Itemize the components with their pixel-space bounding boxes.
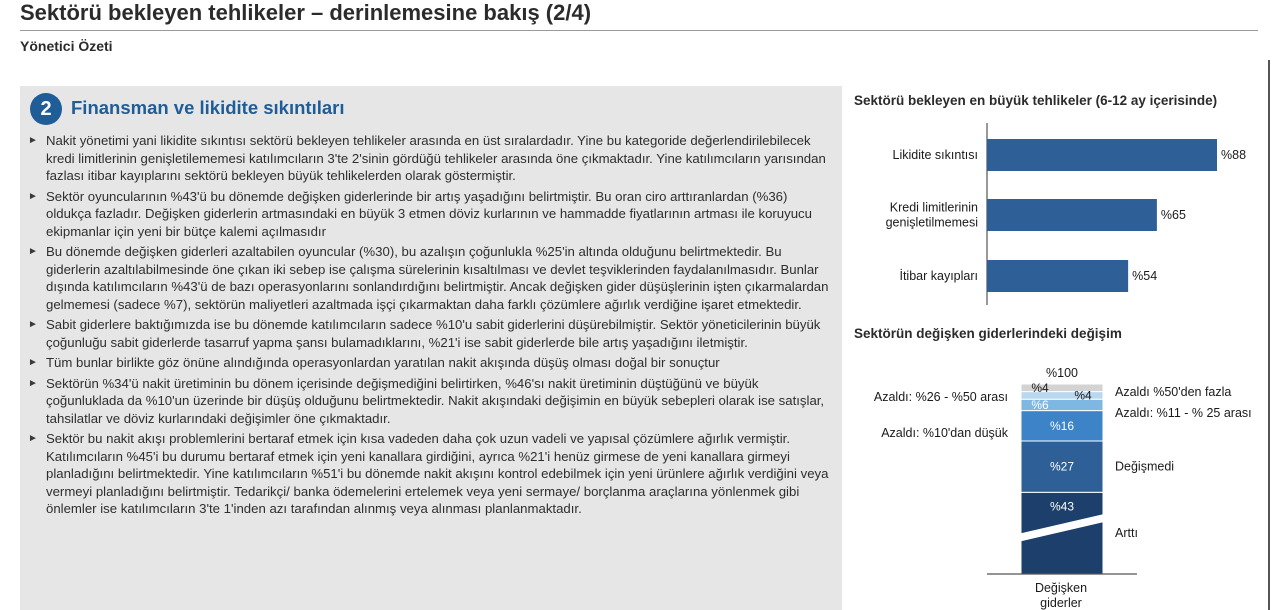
stack-segment-value-label: %4 bbox=[1031, 380, 1049, 395]
bullet-item: ► Nakit yönetimi yani likidite sıkıntısı sektörü bekleyen tehlikeler arasında en üst sıralardadır. Yine bu kategoride değerlendirilebilecek kredi limitlerinin genişletilememesi katılımcıların 3'te 2'sinin gördüğü tehlikeler arasında öne çıkmaktadır. Yine katılımcıların yarısından fazlası itibar kayıplarını sektörü bekleyen büyük tehlikelerden olarak göstermiştir. bbox=[28, 133, 826, 183]
bullet-item: ► Bu dönemde değişken giderleri azaltabilen oyuncular (%30), bu azalışın çoğunlukla %25'in altında olduğunu belirtmektedir. Bu giderlerin azaltılabilmesinde öne çıkan iki sebep ise çalışma sürelerinin kısaltılması ve devlet teşviklerinden faydalanılmasıdır. Bunlar dışında katılımcıların %43'ü de bazı operasyonlarını sonlandırdığını belirtmiştir. Ancak değişken gider düşüşlerinin işten çıkarmalardan gelmemesi (sadece %7), sektörün maliyetleri azaltmada işçi çıkarmaktan daha farklı çözümlere ağırlık verdiğine işaret etmektedir. bbox=[28, 244, 829, 312]
stack-series-label: Azaldı: %11 - % 25 arası bbox=[1115, 406, 1252, 420]
triangle-bullet-icon: ► bbox=[28, 433, 38, 444]
threat-category-label: İtibar kayıpları bbox=[899, 269, 978, 283]
panel-heading: Finansman ve likidite sıkıntıları bbox=[71, 97, 345, 118]
stack-segment-value-label: %16 bbox=[1049, 418, 1075, 433]
stack-category-label: giderler bbox=[1040, 596, 1082, 610]
threat-value-label: %65 bbox=[1160, 208, 1186, 222]
section-number-badge: 2 bbox=[30, 93, 62, 125]
stack-series-label: Arttı bbox=[1115, 526, 1138, 541]
threats-chart-title: Sektörü bekleyen en büyük tehlikeler (6-12 ay içerisinde) bbox=[854, 93, 1218, 108]
threat-bar bbox=[987, 260, 1128, 292]
stack-segment-value-label: %43 bbox=[1049, 499, 1075, 514]
threat-category-label: Kredi limitlerinin bbox=[889, 200, 978, 215]
stack-segment-value-label: %6 bbox=[1031, 397, 1049, 412]
bullet-item: ► Sektör oyuncularının %43'ü bu dönemde değişken giderlerinde bir artış yaşadığını belirtmiştir. Bu oran ciro arttıranlardan (%36) oldukça fazladır. Değişken giderlerin artmasındaki en büyük 3 etmen döviz kurlarının ve hammadde fiyatlarının artması ile koruyucu ekipmanlar için yeni bir bütçe kalemi açılmasıdır bbox=[28, 188, 812, 239]
stack-category-label: Değişken bbox=[1034, 581, 1088, 595]
threat-value-label: %88 bbox=[1221, 148, 1247, 162]
bullet-item: ► Sektör bu nakit akışı problemlerini bertaraf etmek için kısa vadeden daha çok uzun vadeli ve yapısal çözümlere ağırlık vermiştir. Katılımcıların %45'i bu durumu bertaraf etmek için yeni kanallara girdiğini, ayrıca %21'i henüz girmese de yeni kanallara girmeyi planladığını belirtmektedir. Yine katılımcıların %51'i bu dönemde nakit akışını kontrol edebilmek için yeni ürünlere ağırlık verdiğini veya vermeyi planladığını belirtmiştir. Tedarikçi/ banka ödemelerini ertelemek veya yeni sermaye/ borçlanma araçlarına yönlenmek gibi önlemler ise katılımcıların 3'te 1'inden azı tarafından alınmış veya alınması planlanmaktadır. bbox=[28, 431, 829, 516]
threat-bar bbox=[987, 199, 1157, 231]
threat-bar bbox=[987, 139, 1217, 171]
triangle-bullet-icon: ► bbox=[28, 377, 38, 389]
triangle-bullet-icon: ► bbox=[28, 246, 38, 257]
stack-total-label: %100 bbox=[1046, 366, 1078, 380]
threat-category-label: genişletilmemesi bbox=[885, 215, 978, 230]
stack-series-label: Azaldı: %26 - %50 arası bbox=[873, 390, 1008, 404]
bullet-item: ► Sabit giderlere baktığımızda ise bu dönemde katılımcıların sadece %10'u sabit giderlerini düşürebilmiştir. Sektör yöneticilerinin büyük çoğunluğu sabit giderlerde tasarruf yapma şansı bulamadıklarını, %21'i ise sabit giderlerde bile artış yaşadığını iletmiştir. bbox=[28, 317, 821, 350]
page-title: Sektörü bekleyen tehlikeler – derinlemesine bakış (2/4) bbox=[20, 0, 592, 25]
variable-costs-chart-title: Sektörün değişken giderlerindeki değişim bbox=[854, 326, 1122, 341]
stack-segment-value-label: %27 bbox=[1049, 459, 1075, 474]
triangle-bullet-icon: ► bbox=[28, 357, 38, 368]
stack-series-label: Değişmedi bbox=[1115, 459, 1175, 474]
triangle-bullet-icon: ► bbox=[28, 190, 38, 202]
bullet-item: ► Sektörün %34'ü nakit üretiminin bu dönem içerisinde değişmediğini belirtirken, %46'sı nakit üretiminin düştüğünü ve büyük çoğunluklada da %10'un üzerinde bir düşüş olduğunu belirtmektedir. Nakit akışındaki değişimin en büyük sebepleri olarak ise satışlar, tahsilatlar ve döviz kurlarındaki değişimler öne çıkmaktadır. bbox=[28, 375, 825, 426]
page-subtitle: Yönetici Özeti bbox=[20, 38, 113, 54]
triangle-bullet-icon: ► bbox=[28, 135, 38, 146]
bullet-item: ► Tüm bunlar birlikte göz önüne alındığında operasyonlardan yaratılan nakit akışında düşüş olması doğal bir sonuçtur bbox=[28, 355, 720, 370]
threat-value-label: %54 bbox=[1132, 269, 1158, 283]
stack-segment-value-label: %4 bbox=[1074, 388, 1092, 403]
stack-series-label: Azaldı: %10'dan düşük bbox=[881, 426, 1008, 440]
triangle-bullet-icon: ► bbox=[28, 319, 38, 330]
stack-series-label: Azaldı %50'den fazla bbox=[1115, 385, 1232, 399]
threat-category-label: Likidite sıkıntısı bbox=[892, 148, 978, 162]
